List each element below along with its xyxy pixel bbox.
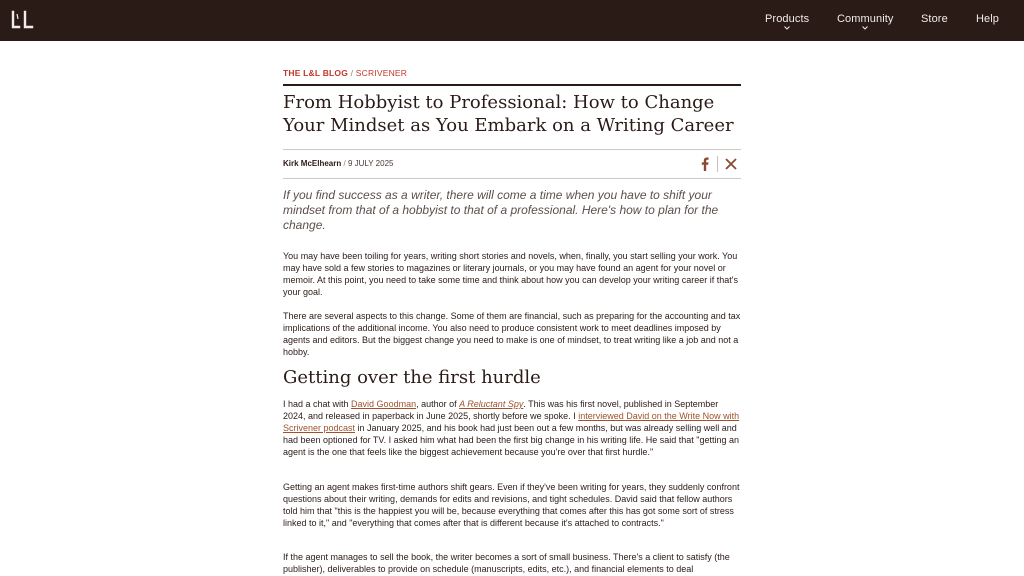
nav-products[interactable]: [765, 13, 809, 25]
title-top-rule: [283, 84, 741, 86]
body-paragraph: Getting an agent makes first-time authors shift gears. Even if they've been writing for years, they suddenly confront questions about their writing, demands for edits and revisions, and tight schedules. David said that fellow authors told him that "this is the happiest you will be, because everything that comes after this has got some sort of stress linked to it," and "everything that comes after that is different because it's attached to contracts.": [283, 482, 740, 528]
nav-store-label[interactable]: Store: [921, 13, 948, 25]
nav-community-label[interactable]: Community: [837, 13, 894, 25]
breadcrumb-blog-link[interactable]: THE L&L BLOG: [283, 68, 349, 78]
article-lede: If you find success as a writer, there will come a time when you have to shift your mindset from that of a hobbyist to that of a professional. Here's how to plan for the change.: [283, 188, 719, 233]
section-heading: Getting over the first hurdle: [283, 367, 541, 388]
meta-bottom-divider: [283, 178, 741, 179]
breadcrumb: [283, 68, 407, 78]
meta-separator: /: [343, 159, 346, 168]
author-name[interactable]: Kirk McElhearn: [283, 159, 342, 168]
site-header: [0, 0, 1024, 41]
share-buttons: [698, 156, 741, 172]
publish-date: 9 JULY 2025: [347, 159, 394, 168]
podcast-interview-link[interactable]: interviewed David on the Write Now with Scrivener podcast: [283, 411, 740, 433]
x-icon[interactable]: [725, 158, 737, 170]
logo-icon[interactable]: [10, 10, 36, 30]
meta-top-divider: [283, 149, 741, 150]
author-link-david-goodman[interactable]: David Goodman: [351, 399, 417, 409]
nav-community[interactable]: [837, 13, 894, 25]
book-link-a-reluctant-spy[interactable]: A Reluctant Spy: [459, 399, 524, 409]
article-title: From Hobbyist to Professional: How to Change Your Mindset as You Embark on a Writing Career: [283, 92, 734, 136]
chevron-down-icon: [862, 26, 868, 30]
facebook-icon[interactable]: [701, 157, 709, 171]
nav-help[interactable]: [976, 13, 999, 25]
breadcrumb-separator: /: [350, 68, 354, 78]
nav-store[interactable]: [921, 13, 948, 25]
body-paragraph: You may have been toiling for years, writing short stories and novels, when, finally, you start selling your work. You may have sold a few stories to magazines or literary journals, or you may have found an agent for your novel or memoir. At this point, you need to take some time and think about how you can develop your writing career if that's your goal.: [283, 251, 738, 297]
body-paragraph: There are several aspects to this change. Some of them are financial, such as preparing for the accounting and tax implications of the additional income. You also need to produce consistent work to meet deadlines imposed by agents and editors. But the biggest change you need to make is one of mindset, to treat writing like a job and not a hobby.: [283, 311, 741, 357]
breadcrumb-category-link[interactable]: SCRIVENER: [355, 68, 408, 78]
text-run: . This was his first novel, published in September 2024, and released in paperback in June 2025, shortly before we spoke. I: [283, 399, 719, 421]
text-run: I had a chat with: [283, 399, 352, 409]
body-paragraph: If the agent manages to sell the book, the writer becomes a sort of small business. There's a client to satisfy (the publisher), deliverables to provide on schedule (manuscripts, edits, etc.), and financial elements to deal: [283, 552, 730, 574]
text-run: in January 2025, and his book had just been out a few months, but was already selling well and had been optioned for TV. I asked him what had been the first big change in his writing life. He said that "getting an agent is the one that feels like the biggest achievement because you're over that first hurdle.": [283, 423, 739, 457]
nav-help-label[interactable]: Help: [976, 13, 1000, 25]
article-meta: [283, 159, 393, 168]
nav-products-label[interactable]: Products: [765, 13, 810, 25]
text-run: , author of: [416, 399, 460, 409]
body-paragraph: [283, 398, 741, 458]
chevron-down-icon: [784, 26, 790, 30]
share-divider: [717, 156, 718, 172]
